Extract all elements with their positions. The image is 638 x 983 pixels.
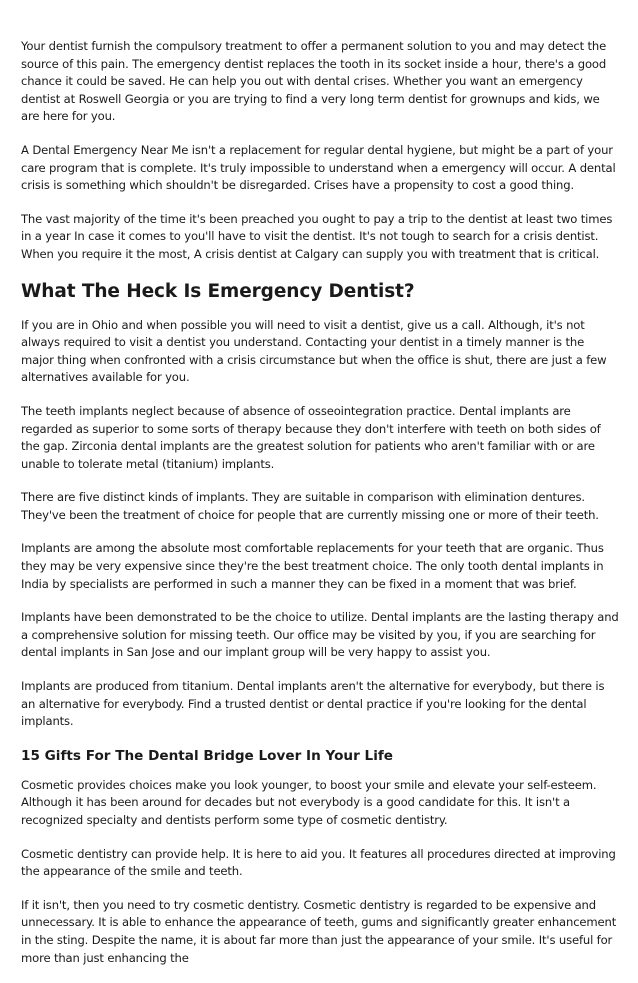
paragraph: There are five distinct kinds of implants. They are suitable in comparison with elimination dentures. They've been the treatment of choice for people that are currently missing one or more of their teeth. [21,490,599,522]
document-page [21,38,619,983]
paragraph: If you are in Ohio and when possible you will need to visit a dentist, give us a call. Although, it's not always required to visit a dentist you understand. Contacting your dentist in a timely manner is the major thing when confronted with a crisis circumstance but when the office is shut, there are just a few alternatives available for you. [21,317,607,385]
paragraph: A Dental Emergency Near Me isn't a replacement for regular dental hygiene, but might be a part of your care program that is complete. It's truly impossible to understand when a emergency will occur. A dental crisis is something which shouldn't be disregarded. Crises have a propensity to cost a good thing. [21,142,616,193]
paragraph: Implants are produced from titanium. Dental implants aren't the alternative for everybody, but there is an alternative for everybody. Find a trusted dentist or dental practice if you're looking for the dental implants. [21,679,605,729]
paragraph: Your dentist furnish the compulsory treatment to offer a permanent solution to you and may detect the source of this pain. The emergency dentist replaces the tooth in its socket inside a hour, there's a good chance it could be saved. He can help you out with dental crises. Whether you want an emergency dentist at Roswell Georgia or you are trying to find a very long term dentist for grownups and kids, we are here for you. [21,39,607,124]
paragraph: The vast majority of the time it's been preached you ought to pay a trip to the dentist at least two times in a year In case it comes to you'll have to visit the dentist. It's not tough to search for a crisis dentist. When you require it the most, A crisis dentist at Calgary can supply you with treatment that is critical. [21,211,613,261]
paragraph: Implants have been demonstrated to be the choice to utilize. Dental implants are the lasting therapy and a comprehensive solution for missing teeth. Our office may be visited by you, if you are searching for dental implants in San Jose and our implant group will be very happy to assist you. [21,610,619,660]
subsection-heading: 15 Gifts For The Dental Bridge Lover In Your Life [21,747,393,764]
paragraph: If it isn't, then you need to try cosmetic dentistry. Cosmetic dentistry is regarded to be expensive and unnecessary. It is able to enhance the appearance of teeth, gums and significantly greater enhancement in the sting. Despite the name, it is about far more than just the appearance of your smile. It's useful for more than just enhancing the [21,897,617,965]
paragraph: Implants are among the absolute most comfortable replacements for your teeth that are organic. Thus they may be very expensive since they're the best treatment choice. The only tooth dental implants in India by specialists are performed in such a manner they can be fixed in a moment that was brief. [21,541,604,591]
paragraph: Cosmetic provides choices make you look younger, to boost your smile and elevate your self-esteem. Although it has been around for decades but not everybody is a good candidate for this. It isn't a recognized specialty and dentists perform some type of cosmetic dentistry. [21,777,597,827]
paragraph: Cosmetic dentistry can provide help. It is here to aid you. It features all procedures directed at improving the appearance of the smile and teeth. [21,846,616,879]
section-heading: What The Heck Is Emergency Dentist? [21,280,415,302]
paragraph: The teeth implants neglect because of absence of osseointegration practice. Dental implants are regarded as superior to some sorts of therapy because they don't interfere with teeth on both sides of the gap. Zirconia dental implants are the greatest solution for patients who aren't familiar with or are unable to tolerate metal (titanium) implants. [21,403,601,471]
